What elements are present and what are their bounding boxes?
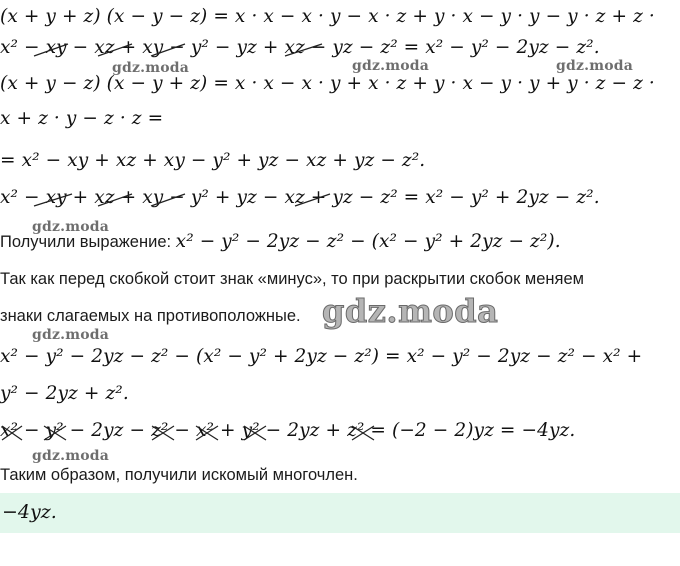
solution-line-5: = x² − xy + xz + xy − y² + yz − xz + yz − z². bbox=[0, 150, 426, 171]
solution-line-10: x² − y² − 2yz − z² − (x² − y² + 2yz − z²) = x² − y² − 2yz − z² − x² + bbox=[0, 346, 643, 367]
watermark-large: gdz.moda bbox=[322, 292, 499, 330]
explanation-line-2: знаки слагаемых на противоположные. bbox=[0, 307, 301, 325]
watermark: gdz.moda bbox=[32, 219, 110, 235]
solution-line-4: x + z · y − z · z = bbox=[0, 108, 164, 129]
answer-value: −4yz. bbox=[2, 501, 57, 523]
solution-line-12: x² − y² − 2yz − z² − x² + y² − 2yz + z² = (−2 − 2)yz = −4yz. bbox=[0, 420, 576, 441]
result-label: Получили выражение: bbox=[0, 233, 176, 251]
watermark: gdz.moda bbox=[32, 327, 110, 343]
answer-box bbox=[0, 493, 680, 533]
explanation-line-1: Так как перед скобкой стоит знак «минус», то при раскрытии скобок меняем bbox=[0, 270, 585, 288]
solution-line-2: x² − xy − xz + xy − y² − yz + xz − yz − z² = x² − y² − 2yz − z². bbox=[0, 37, 600, 58]
solution-line-11: y² − 2yz + z². bbox=[0, 383, 129, 404]
result-expression: x² − y² − 2yz − z² − (x² − y² + 2yz − z²). bbox=[175, 231, 561, 252]
watermark: gdz.moda bbox=[32, 448, 110, 464]
solution-line-3: (x + y − z) (x − y + z) = x · x − x · y + x · z + y · x − y · y + y · z − z · bbox=[0, 73, 655, 94]
conclusion-line: Таким образом, получили искомый многочлен. bbox=[0, 466, 358, 484]
watermark: gdz.moda bbox=[556, 58, 634, 74]
watermark: gdz.moda bbox=[112, 60, 190, 76]
watermark: gdz.moda bbox=[352, 58, 430, 74]
solution-line-1: (x + y + z) (x − y − z) = x · x − x · y − x · z + y · x − y · y − y · z + z · bbox=[0, 6, 655, 27]
solution-line-6: x² − xy + xz + xy − y² + yz − xz + yz − z² = x² − y² + 2yz − z². bbox=[0, 187, 600, 208]
